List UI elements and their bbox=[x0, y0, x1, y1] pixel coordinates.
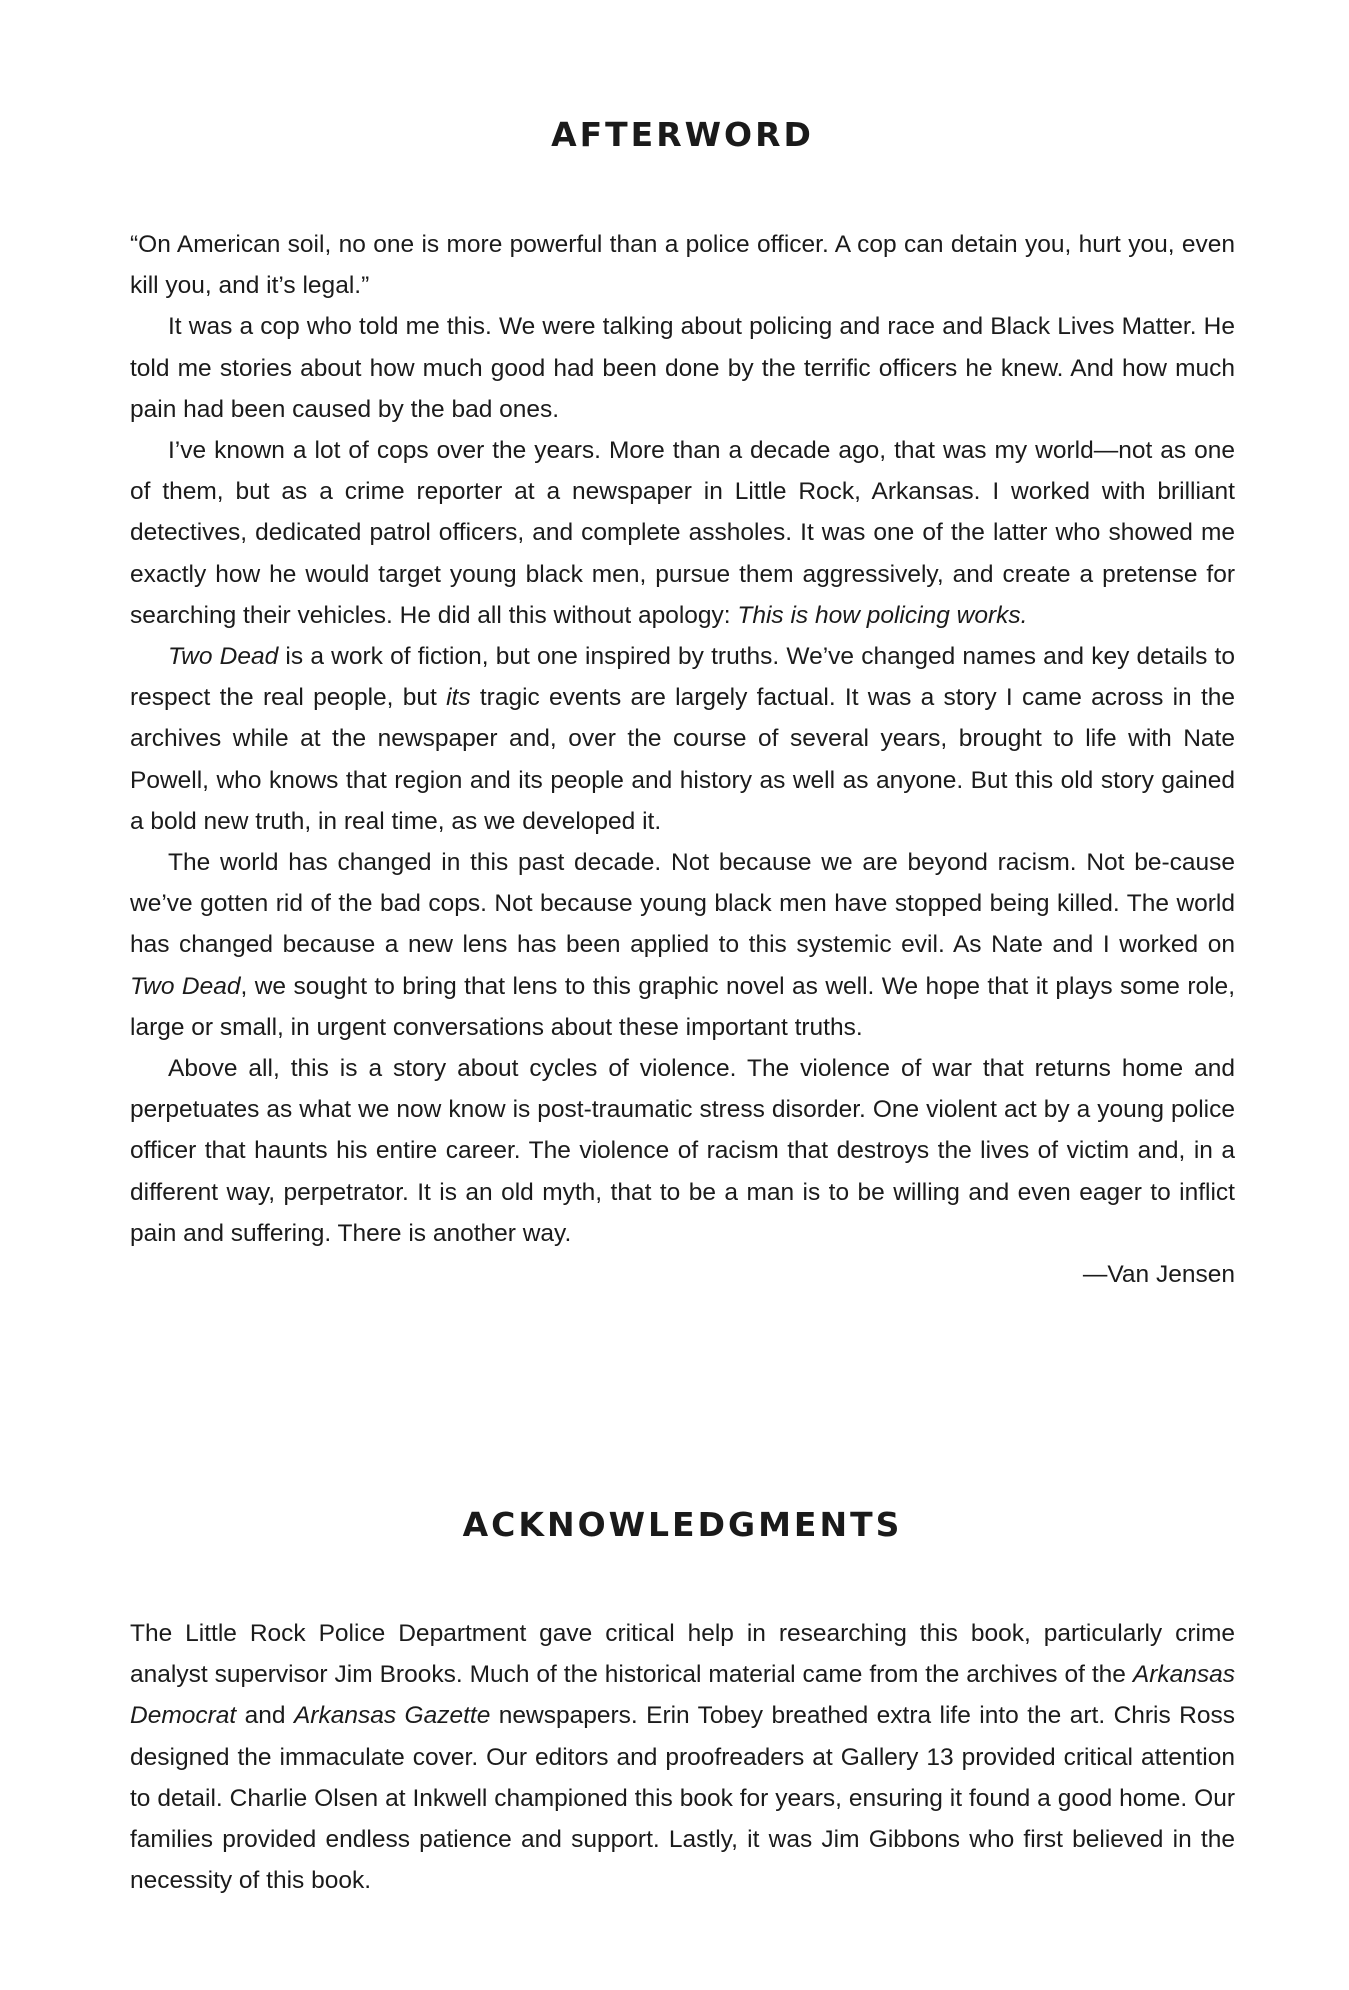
afterword-paragraph-3-italic: This is how policing works. bbox=[737, 601, 1028, 629]
acknowledgments-text-a: The Little Rock Police Department gave critical help in researching this book, particularly crime analyst supervisor Jim Brooks. Much of the historical material came from the archives of the bbox=[130, 1620, 1235, 1689]
newspaper-title-italic: Arkansas Gazette bbox=[293, 1702, 491, 1730]
afterword-body bbox=[130, 224, 1235, 1295]
afterword-heading: AFTERWORD bbox=[551, 115, 814, 154]
afterword-paragraph-5 bbox=[130, 842, 1235, 1048]
book-title-italic: Two Dead bbox=[168, 643, 279, 671]
acknowledgments-heading: ACKNOWLEDGMENTS bbox=[462, 1505, 903, 1544]
book-title-italic: Two Dead bbox=[130, 972, 241, 1000]
newspaper-title-italic: Arkansas Democrat bbox=[130, 1661, 1235, 1730]
afterword-paragraph-5-text-b: , we sought to bring that lens to this graphic novel as well. We hope that it plays some role, large or small, in urgent conversations about these important truths. bbox=[130, 972, 1235, 1041]
afterword-paragraph-4-italic: its bbox=[446, 684, 471, 712]
afterword-paragraph-3 bbox=[130, 430, 1235, 636]
acknowledgments-text-c: newspapers. Erin Tobey breathed extra life into the art. Chris Ross designed the immaculate cover. Our editors and proofreaders at Gallery 13 provided critical attention to detail. Charlie Olsen at Inkwell championed this book for years, ensuring it found a good home. Our families provided endless patience and support. Lastly, it was Jim Gibbons who first believed in the necessity of this book. bbox=[130, 1702, 1235, 1895]
afterword-paragraph-1: “On American soil, no one is more powerful than a police officer. A cop can detain you, hurt you, even kill you, and it’s legal.” bbox=[130, 231, 1235, 300]
acknowledgments-body bbox=[130, 1613, 1235, 1901]
author-signature: —Van Jensen bbox=[1082, 1261, 1235, 1289]
afterword-paragraph-4-text-a: is a work of fiction, but one inspired by truths. We’ve changed names and key details to respect the real people, but bbox=[130, 643, 1235, 712]
afterword-paragraph-4-text-b: tragic events are largely factual. It was a story I came across in the archives while at the newspaper and, over the course of several years, brought to life with Nate Powell, who knows that region and its people and history as well as anyone. But this old story gained a bold new truth, in real time, as we developed it. bbox=[130, 684, 1235, 835]
afterword-paragraph-2: It was a cop who told me this. We were talking about policing and race and Black Lives Matter. He told me stories about how much good had been done by the terrific officers he knew. And how much pain had been caused by the bad ones. bbox=[130, 313, 1235, 423]
afterword-paragraph-3-text: I’ve known a lot of cops over the years. More than a decade ago, that was my world—not as one of them, but as a crime reporter at a newspaper in Little Rock, Arkansas. I worked with brilliant detectives, dedicated patrol officers, and complete assholes. It was one of the latter who showed me exactly how he would target young black men, pursue them aggressively, and create a pretense for searching their vehicles. He did all this without apology: bbox=[130, 437, 1235, 629]
afterword-paragraph-5-text-a: The world has changed in this past decade. Not because we are beyond racism. Not be-cause we’ve gotten rid of the bad cops. Not because young black men have stopped being killed. The world has changed because a new lens has been applied to this systemic evil. As Nate and I worked on bbox=[130, 849, 1235, 959]
acknowledgments-text-b: and bbox=[236, 1702, 294, 1730]
afterword-paragraph-4 bbox=[130, 636, 1235, 842]
afterword-paragraph-6: Above all, this is a story about cycles of violence. The violence of war that returns home and perpetuates as what we now know is post-traumatic stress disorder. One violent act by a young police officer that haunts his entire career. The violence of racism that destroys the lives of victim and, in a different way, perpetrator. It is an old myth, that to be a man is to be willing and even eager to inflict pain and suffering. There is another way. bbox=[130, 1055, 1235, 1247]
acknowledgments-paragraph bbox=[130, 1613, 1235, 1901]
